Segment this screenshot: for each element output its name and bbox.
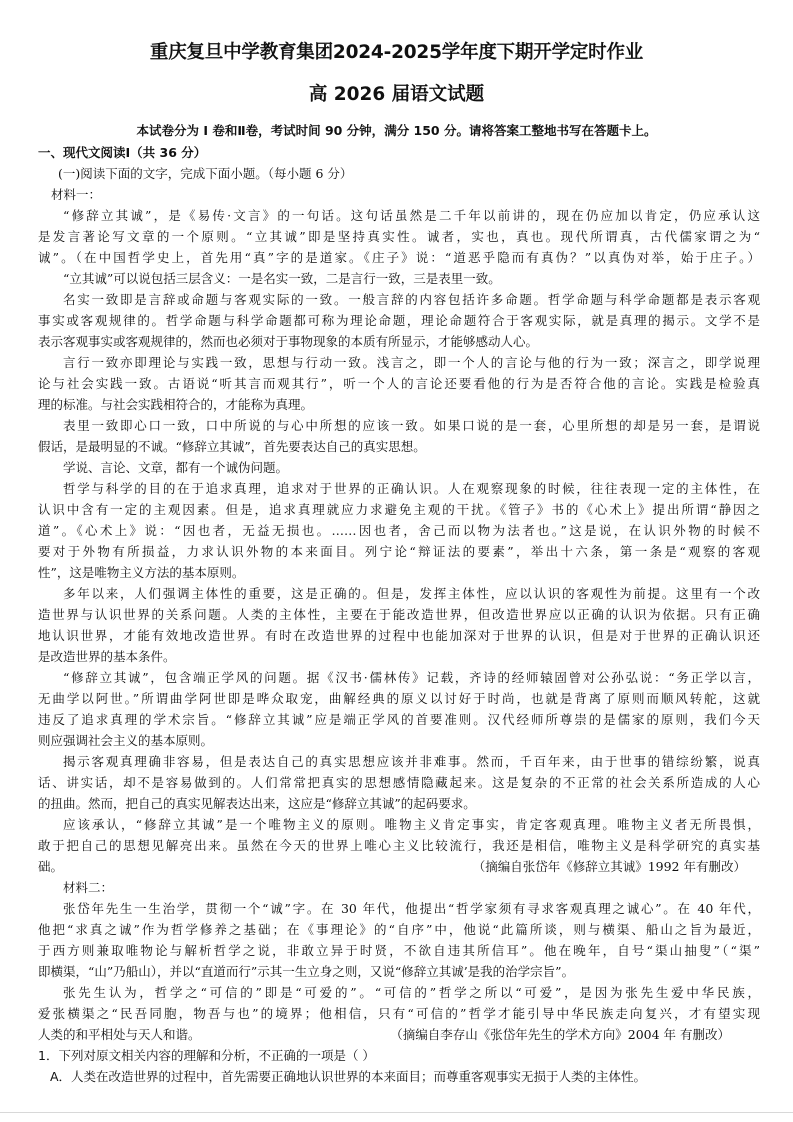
paragraph-line: 则应强调社会主义的基本原则。 [38, 733, 214, 748]
paragraph-line: 认识中含有一定的主观因素。但是，追求真理就应力求避免主观的干扰。《管子》书的《心术上》提出所谓“静因之 [38, 502, 760, 517]
exam-title: 重庆复旦中学教育集团2024-2025学年度下期开学定时作业 [149, 42, 644, 63]
paragraph-line: 道”。《心术上》说：“因也者，无益无损也。……因也者，舍己而以物为法者也。”这是说，在认识外物的时候不 [38, 523, 760, 538]
paragraph-line: 敢于把自己的思想见解亮出来。虽然在今天的世界上唯心主义比较流行，我还是相信，唯物主义是科学研究的真实基 [38, 838, 760, 853]
paragraph-line-with-source [38, 856, 760, 877]
paragraph-line: 无曲学以阿世。”所谓曲学阿世即是哗众取宠，曲解经典的原义以讨好于时尚，也就是背离了原则而顺风转舵，这就 [38, 691, 760, 706]
paragraph-line: 表里一致即心口一致，口中所说的与心中所想的应该一致。如果口说的是一套，心里所想的却是另一套，是谓说 [63, 418, 760, 433]
paragraph-tail: 人类的和平相处与天人和谐。 [38, 1027, 201, 1042]
material1-label: 材料一： [51, 187, 102, 202]
paragraph-line: 论与社会实践一致。古语说“听其言而观其行”，听一个人的言论还要看他的行为是否符合他的言论。实践是检验真 [38, 376, 760, 391]
paragraph-line: 诚”。（在中国哲学史上，首先用“真”字的是道家。《庄子》说：“道恶乎隐而有真伪？”以真伪对举，始于庄子。） [38, 250, 760, 265]
paragraph-line: 张先生认为，哲学之“可信的”即是“可爱的”。“可信的”哲学之所以“可爱”，是因为张先生爱中华民族， [63, 985, 760, 1000]
exam-body [38, 142, 760, 1087]
question-1-stem: 1．下列对原文相关内容的理解和分析，不正确的一项是（ ） [38, 1048, 375, 1063]
paragraph-line: 爱张横渠之“民吾同胞，物吾与也”的境界；他相信，只有“可信的”哲学才能引导中华民族走向复兴，才有望实现 [38, 1006, 760, 1021]
material2-label: 材料二： [63, 880, 114, 895]
paragraph-line: 话、讲实话，却不是容易做到的。人们常常把真实的思想感情隐藏起来。这是复杂的不正常的社会关系所造成的人心 [38, 775, 760, 790]
paragraph-line: 性”，这是唯物主义方法的基本原则。 [38, 565, 245, 580]
paragraph-line: 他把“求真之诚”作为哲学修养之基础；在《事理论》的“自序”中，他说“此篇所谈，则与横渠、船山之旨为最近， [38, 922, 760, 937]
paragraph-line: “修辞立其诚”，包含端正学风的问题。据《汉书·儒林传》记载，齐诗的经师辕固曾对公孙弘说：“务正学以言， [63, 670, 760, 685]
section-subheading: (一)阅读下面的文字，完成下面小题。（每小题 6 分） [58, 166, 353, 181]
exam-instruction: 本试卷分为 Ⅰ 卷和Ⅱ卷，考试时间 90 分钟，满分 150 分。请将答案工整地书写在答题卡上。 [136, 123, 657, 138]
paragraph-line: “修辞立其诚”，是《易传·文言》的一句话。这句话虽然是二千年以前讲的，现在仍应加以肯定，仍应承认这 [63, 208, 760, 223]
exam-subtitle: 高 2026 届语文试题 [308, 84, 485, 105]
section-heading: 一、现代文阅读Ⅰ（共 36 分） [38, 145, 207, 160]
paragraph-line: 应该承认，“修辞立其诚”是一个唯物主义的原则。唯物主义肯定事实，肯定客观真理。唯物主义者无所畏惧， [63, 817, 760, 832]
page-bottom-divider [0, 1112, 793, 1113]
source-citation-2: （摘编自李存山《张岱年先生的学术方向》2004 年 有删改） [390, 1027, 730, 1042]
paragraph-line: 名实一致即是言辞或命题与客观实际的一致。一般言辞的内容包括许多命题。哲学命题与科学命题都是表示客观 [63, 292, 760, 307]
paragraph-line: 事实或客观规律的。哲学命题与科学命题都可称为理论命题，理论命题符合于客观实际，就是真理的揭示。文学不是 [38, 313, 760, 328]
paragraph-line: 理的标准。与社会实践相符合的，才能称为真理。 [38, 397, 314, 412]
paragraph-line: 是发言著论写文章的一个原则。“立其诚”即是坚持真实性。诚者，实也，真也。现代所谓真，古代儒家谓之为“ [38, 229, 760, 244]
source-citation-1: （摘编自张岱年《修辞立其诚》1992 年有删改） [472, 859, 746, 874]
paragraph-line: 哲学与科学的目的在于追求真理，追求对于世界的正确认识。人在观察现象的时候，往往表现一定的主体性，在 [63, 481, 760, 496]
paragraph-line: 于西方则兼取唯物论与解析哲学之说，非敢立异于时贤，不欲自违其所信耳”。他在晚年，自号“渠山抽叟”（“渠” [38, 943, 760, 958]
paragraph-line: 要对于外物有所损益，力求认识外物的本来面目。列宁论“辩证法的要素”，举出十六条，第一条是“观察的客观 [38, 544, 760, 559]
question-1-option-a: A．人类在改造世界的过程中，首先需要正确地认识世界的本来面目；而尊重客观事实无损于人类的主体性。 [50, 1069, 647, 1084]
paragraph-line: 即横渠，“山”乃船山），并以“直道而行”示其一生立身之则，又说“修辞立其诚’是我的治学宗旨”。 [38, 964, 575, 979]
paragraph-line: 多年以来，人们强调主体性的重要，这是正确的。但是，发挥主体性，应以认识的客观性为前提。这里有一个改 [63, 586, 760, 601]
paragraph-line: 违反了追求真理的学术宗旨。“修辞立其诚”应是端正学风的首要准则。汉代经师所尊崇的是儒家的原则，我们今天 [38, 712, 760, 727]
paragraph-line-with-source [38, 1024, 760, 1045]
paragraph-line: 言行一致亦即理论与实践一致，思想与行动一致。浅言之，即一个人的言论与他的行为一致；深言之，即学说理 [63, 355, 760, 370]
paragraph-tail: 础。 [38, 859, 64, 874]
paragraph-line: “立其诚”可以说包括三层含义：一是名实一致，二是言行一致，三是表里一致。 [63, 271, 501, 286]
paragraph-line: 假话，是最明显的不诚。“修辞立其诚”，首先要表达自己的真实思想。 [38, 439, 426, 454]
paragraph-line: 学说、言论、文章，都有一个诚伪问题。 [63, 460, 289, 475]
paragraph-line: 揭示客观真理确非容易，但是表达自己的真实思想应该并非难事。然而，千百年来，由于世事的错综纷繁，说真 [63, 754, 760, 769]
paragraph-line: 是改造世界的基本条件。 [38, 649, 176, 664]
paragraph-line: 造世界与认识世界的关系问题。人类的主体性，主要在于能改造世界，但改造世界应以正确的认识为依据。只有正确 [38, 607, 760, 622]
paragraph-line: 张岱年先生一生治学，贯彻一个“诚”字。在 30 年代，他提出“哲学家须有寻求客观真理之诚心”。在 40 年代， [63, 901, 760, 916]
paragraph-line: 的扭曲。然而，把自己的真实见解表达出来，这应是“修辞立其诚”的起码要求。 [38, 796, 476, 811]
paragraph-line: 表示客观事实或客观规律的，然而也必须对于事物现象的本质有所显示，才能够感动人心。 [38, 334, 539, 349]
paragraph-line: 地认识世界，才能有效地改造世界。有时在改造世界的过程中也能加深对于世界的认识，但是对于世界的正确认识还 [38, 628, 760, 643]
